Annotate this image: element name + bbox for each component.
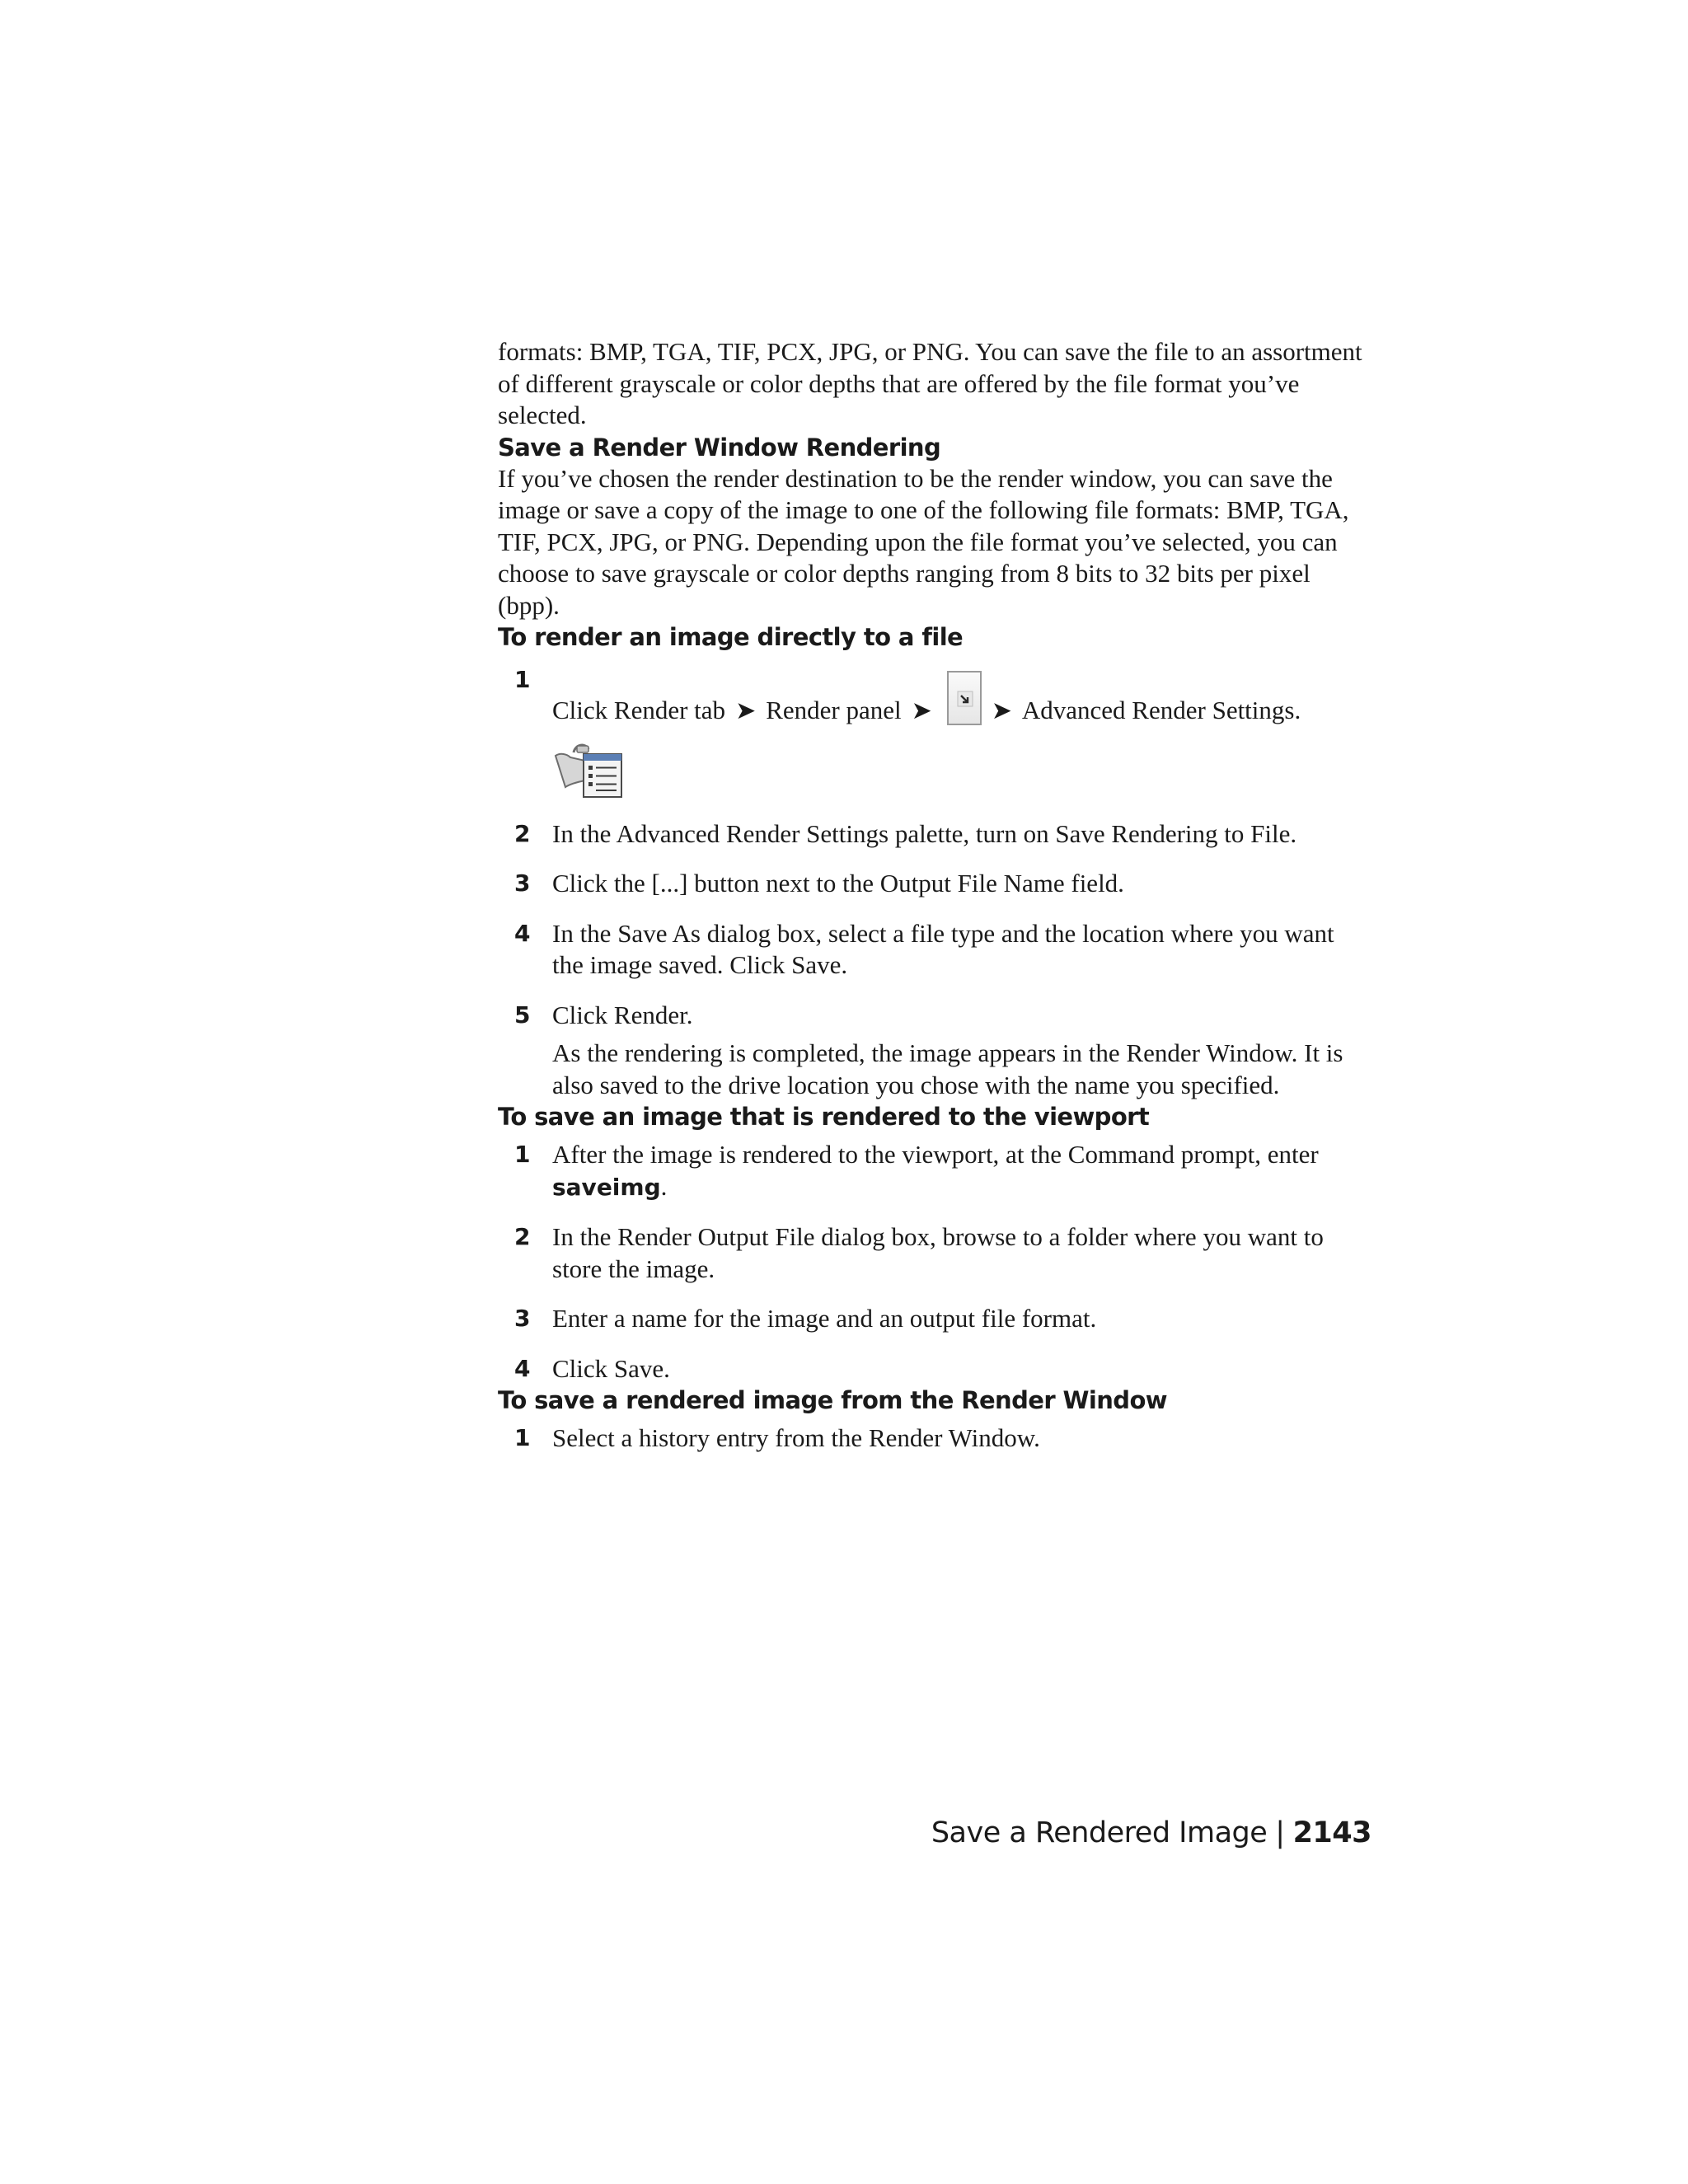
step-number: 1: [514, 1141, 531, 1168]
step-number: 2: [514, 1223, 531, 1250]
panel-expander-icon: [947, 671, 982, 725]
step-result-note: As the rendering is completed, the image appears in the Render Window. It is also saved to the drive location you chose with the name you specified.: [552, 1038, 1343, 1099]
step-text: [552, 664, 1372, 728]
step-number: 4: [514, 919, 531, 947]
list-item: [498, 1303, 1372, 1335]
path-arrow-icon: ➤: [735, 696, 757, 725]
procedure-render-to-file-steps: [498, 664, 1372, 1101]
page-number: 2143: [1292, 1816, 1372, 1849]
list-item: [498, 1353, 1372, 1385]
procedure-render-window-steps: [498, 1422, 1372, 1455]
ribbon-path-panel: Render panel: [766, 696, 902, 724]
step-text: Click the [...] button next to the Output File Name field.: [552, 869, 1124, 898]
step-text: Enter a name for the image and an output file format.: [552, 1304, 1097, 1333]
step-number: 1: [514, 1424, 531, 1451]
step-text: In the Save As dialog box, select a file type and the location where you want the image saved. Click Save.: [552, 918, 1334, 979]
command-keyword: saveimg: [552, 1173, 661, 1201]
step-number: 1: [514, 666, 531, 693]
list-item: [498, 868, 1372, 900]
page-content: [498, 336, 1372, 1455]
step-number: 5: [514, 1001, 531, 1029]
section-heading-render-window: Save a Render Window Rendering: [498, 433, 941, 462]
path-arrow-icon: ➤: [911, 696, 932, 725]
list-item: [498, 1422, 1372, 1455]
intro-paragraph: formats: BMP, TGA, TIF, PCX, JPG, or PNG. You can save the file to an assortment of different grayscale or color depths that are offered by the file format you’ve selected.: [498, 337, 1362, 429]
advanced-render-settings-icon: [552, 738, 626, 800]
procedure-heading-viewport: To save an image that is rendered to the viewport: [498, 1103, 1150, 1131]
step-text-end: .: [660, 1171, 668, 1201]
list-item: [498, 1139, 1372, 1203]
ribbon-path-command: Advanced Render Settings.: [1021, 696, 1301, 724]
step-number: 2: [514, 819, 531, 847]
list-item: [498, 1221, 1372, 1285]
step-text: Click Save.: [552, 1353, 670, 1383]
procedure-heading-render-to-file: To render an image directly to a file: [498, 623, 964, 651]
step-text: After the image is rendered to the viewport, at the Command prompt, enter: [552, 1140, 1319, 1169]
step-text: In the Render Output File dialog box, browse to a folder where you want to store the image.: [552, 1222, 1324, 1283]
list-item: [498, 1000, 1372, 1102]
path-arrow-icon: ➤: [991, 696, 1012, 725]
list-item: [498, 818, 1372, 851]
step-number: 3: [514, 869, 531, 897]
render-window-paragraph: If you’ve chosen the render destination to be the render window, you can save the image or save a copy of the image to one of the following file formats: BMP, TGA, TIF, PCX, JPG, or PNG. Depending upon the file format you’ve selected, you can choose to save grayscale or color depths ranging from 8 bits to 32 bits per pixel (bpp).: [498, 463, 1349, 620]
page-footer: [931, 1816, 1372, 1849]
list-item: [498, 664, 1372, 800]
footer-separator: |: [1275, 1816, 1285, 1849]
procedure-viewport-steps: [498, 1139, 1372, 1385]
procedure-heading-render-window: To save a rendered image from the Render Window: [498, 1386, 1167, 1414]
ribbon-path-tab: Click Render tab: [552, 696, 726, 724]
step-number: 4: [514, 1354, 531, 1382]
step-text: Click Render.: [552, 1000, 693, 1029]
list-item: [498, 918, 1372, 982]
footer-section-title: Save a Rendered Image: [931, 1816, 1268, 1849]
step-text: Select a history entry from the Render Window.: [552, 1423, 1040, 1452]
step-number: 3: [514, 1305, 531, 1332]
step-text: In the Advanced Render Settings palette, turn on Save Rendering to File.: [552, 818, 1297, 848]
